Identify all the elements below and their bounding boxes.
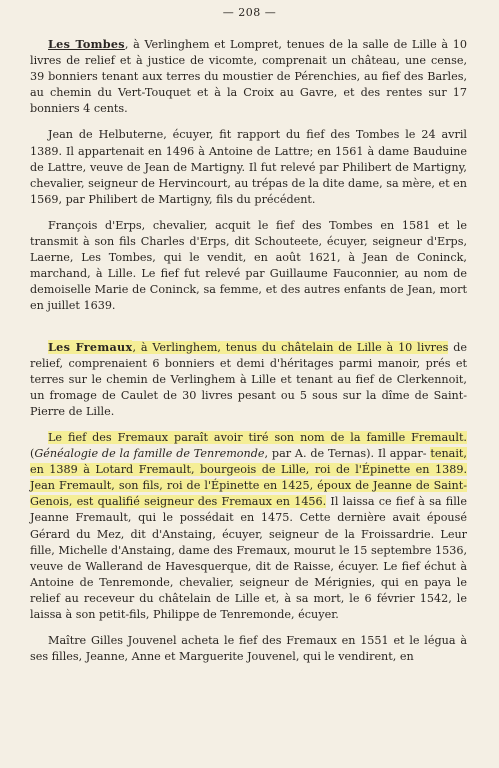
paragraph-text: , à Verlinghem et Lompret, tenues de la salle de Lille à 10 livres de relief et à justice de vicomte, comprenait un château, une cense, 39 bonniers tenant aux terres du moustier de Pérenchies, au fief des Barles, au chemin du Vert-Touquet et à la Croix au Gavre, et des rentes sur 17 bonniers 4 cents.	[30, 38, 467, 116]
paragraph-les-tombes	[30, 36, 467, 117]
section-gap	[30, 325, 467, 339]
page-number: — 208 —	[222, 6, 277, 19]
paragraph-text: , par A. de Ternas). Il appar-	[264, 447, 427, 461]
citation-title: Généalogie de la famille de Tenremonde	[34, 447, 265, 461]
paragraph-text: Il laissa ce fief à sa fille Jeanne Fremault, qui le possédait en 1475. Cette dernière avait épousé Gérard du Mez, dit d'Anstaing, écuyer, seigneur de la Froissardrie. Leur fille, Michelle d'Anstaing, dame des Fremaux, mourut le 15 septembre 1536, veuve de Wallerand de Havesquerque, dit de Raisse, écuyer. Le fief échut à Antoine de Tenremonde, chevalier, seigneur de Mérignies, qui en paya le relief au receveur du châtelain de Lille et, à sa mort, le 6 février 1542, le laissa à son petit-fils, Philippe de Tenremonde, écuyer.	[30, 495, 467, 621]
entry-title-les-fremaux: Les Fremaux	[48, 339, 133, 354]
body-text	[30, 36, 467, 675]
paragraph-fremault-family	[30, 430, 467, 623]
highlighted-text: Le fief des Fremaux paraît avoir tiré son nom de la famille Fremault.	[48, 430, 467, 444]
highlighted-text: , à Verlinghem, tenus du châtelain de Lille à 10 livres	[132, 340, 449, 354]
paragraph-les-fremaux	[30, 339, 467, 420]
paragraph-erps: François d'Erps, chevalier, acquit le fief des Tombes en 1581 et le transmit à son fils Charles d'Erps, dit Schouteete, écuyer, seigneur d'Erps, Laerne, Les Tombes, qui le vendit, en août 1621, à Jean de Coninck, marchand, à Lille. Le fief fut relevé par Guillaume Fauconnier, au nom de demoiselle Marie de Coninck, sa femme, et des autres enfants de Jean, mort en juillet 1639.	[30, 218, 467, 313]
paragraph-text: (	[30, 447, 35, 461]
paragraph-helbuterne: Jean de Helbuterne, écuyer, fit rapport du fief des Tombes le 24 avril 1389. Il appartenait en 1496 à Antoine de Lattre; en 1561 à dame Bauduine de Lattre, veuve de Jean de Martigny. Il fut relevé par Philibert de Martigny, chevalier, seigneur de Hervincourt, au trépas de la dite dame, sa mère, et en 1569, par Philibert de Martigny, fils du précédent.	[30, 128, 467, 206]
paragraph-text: de relief, comprenaient 6 bonniers et demi d'héritages parmi manoir, prés et terres sur le chemin de Verlinghem à Lille et tenant au fief de Clerkennoit, un fromage de Caulet de 30 livres pesant ou 5 sous sur la dîme de Saint-Pierre de Lille.	[30, 340, 467, 418]
entry-title-les-tombes: Les Tombes	[48, 37, 125, 51]
highlighted-text: tenait, en 1389 à Lotard Fremault, bourgeois de Lille, roi de l'Épinette en 1389. Jean Fremault, son fils, roi de l'Épinette en 1425, époux de Jeanne de Saint-Genois, est qualifié seigneur des Fremaux en 1456.	[30, 447, 467, 509]
paragraph-jouvenel: Maître Gilles Jouvenel acheta le fief des Fremaux en 1551 et le légua à ses filles, Jeanne, Anne et Marguerite Jouvenel, qui le vendirent, en	[30, 634, 467, 664]
